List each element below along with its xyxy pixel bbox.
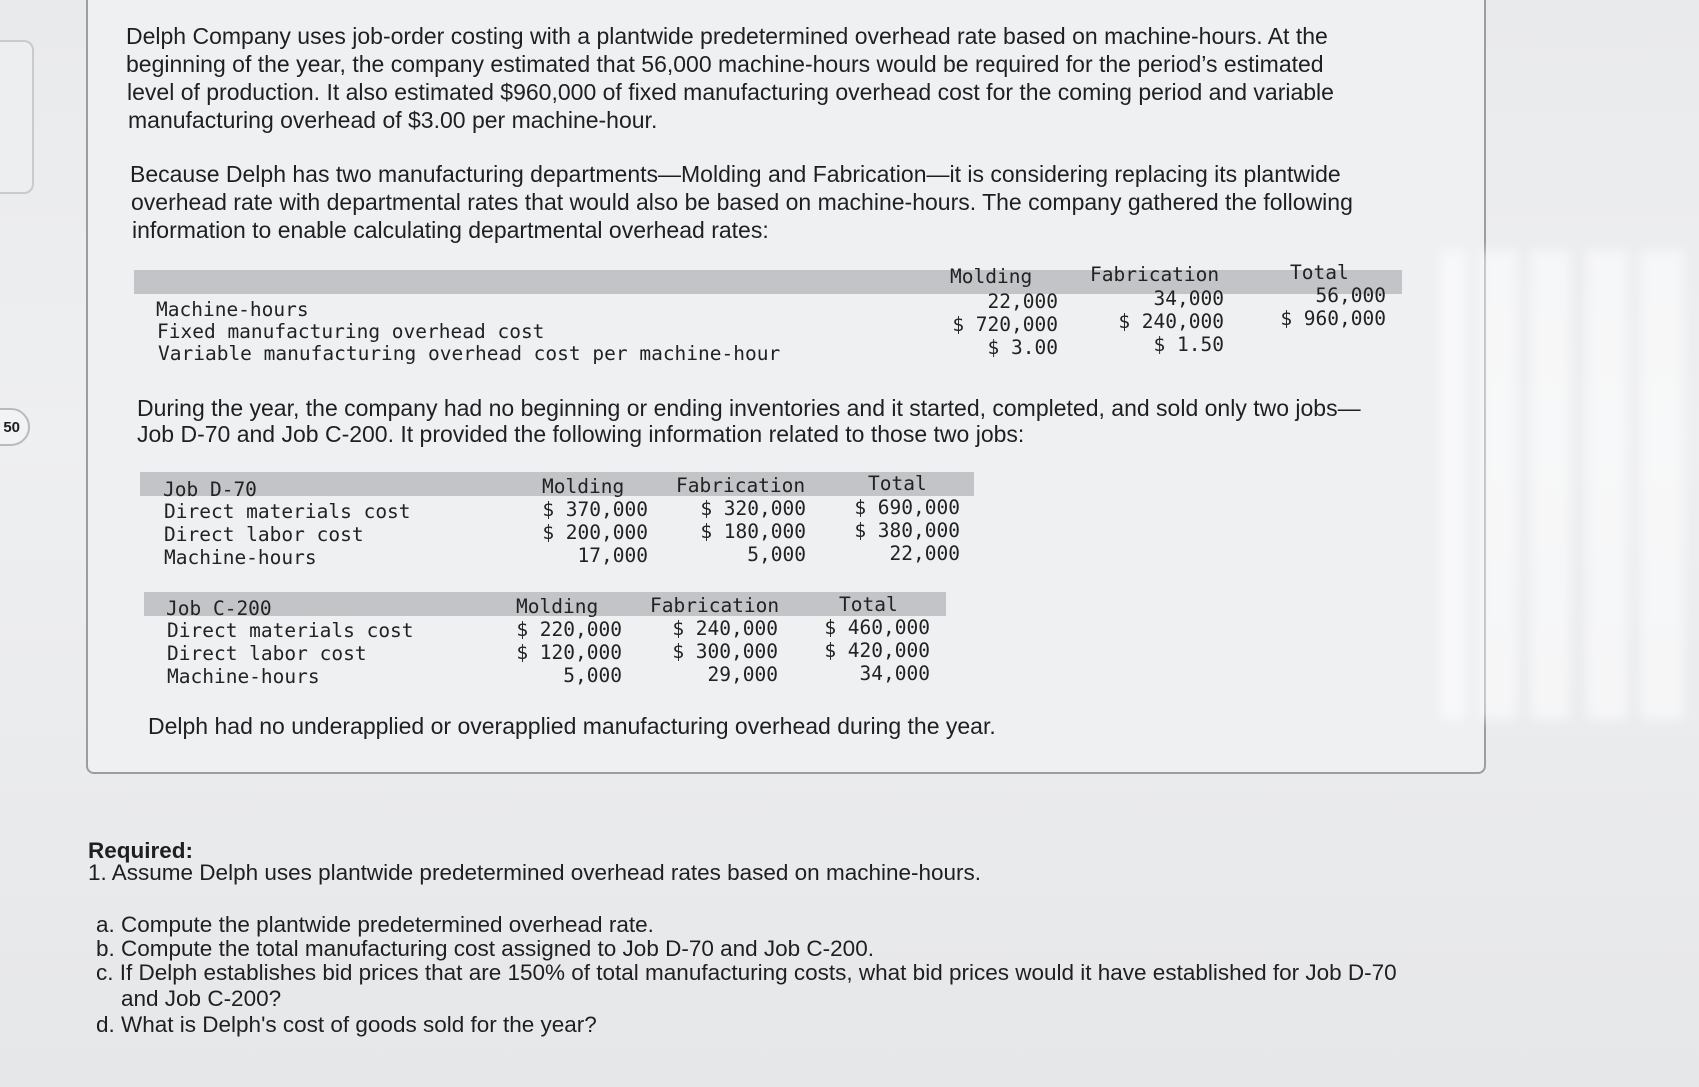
dept-fabrication-fixed-overhead: $ 240,000 — [1118, 310, 1224, 333]
glare-stripe — [1640, 250, 1684, 720]
para2-line-2: overhead rate with departmental rates that would also be based on machine-hours. The company gathered the following — [131, 189, 1353, 215]
required-heading: Required: — [88, 838, 194, 863]
job-c200-header-total: Total — [839, 593, 898, 616]
job-c200-total-materials: $ 460,000 — [824, 616, 930, 639]
job-c200-label-machine-hours: Machine-hours — [167, 665, 320, 688]
left-edge-tab — [0, 40, 34, 194]
job-c200-molding-machine-hours: 5,000 — [563, 664, 622, 687]
job-c200-fabrication-materials: $ 240,000 — [672, 617, 778, 640]
job-d70-title: Job D-70 — [163, 478, 257, 501]
dept-row-label-fixed-overhead: Fixed manufacturing overhead cost — [157, 320, 545, 343]
job-c200-label-materials: Direct materials cost — [167, 619, 414, 642]
required-item-d: d. What is Delph's cost of goods sold for the year? — [96, 1012, 597, 1037]
job-c200-total-labor: $ 420,000 — [824, 639, 930, 662]
job-c200-fabrication-machine-hours: 29,000 — [707, 663, 778, 686]
dept-molding-variable-rate: $ 3.00 — [987, 336, 1058, 359]
dept-row-label-machine-hours: Machine-hours — [156, 298, 309, 321]
job-d70-molding-materials: $ 370,000 — [542, 498, 648, 521]
job-d70-label-materials: Direct materials cost — [164, 500, 411, 523]
dept-fabrication-variable-rate: $ 1.50 — [1153, 333, 1224, 356]
intro-line-3: level of production. It also estimated $960,000 of fixed manufacturing overhead cost for the coming period and variable — [127, 79, 1334, 105]
para3-line-1: During the year, the company had no beginning or ending inventories and it started, completed, and sold only two jobs— — [137, 395, 1361, 421]
required-item-c-cont: and Job C-200? — [121, 986, 282, 1011]
job-c200-header-molding: Molding — [516, 595, 599, 618]
question-number: 50 — [3, 418, 20, 436]
para2-line-3: information to enable calculating departmental overhead rates: — [132, 217, 769, 243]
question-number-badge[interactable] — [0, 408, 30, 446]
glare-stripe — [1480, 250, 1518, 720]
required-item-1: 1. Assume Delph uses plantwide predetermined overhead rates based on machine-hours. — [88, 860, 982, 885]
job-d70-header-total: Total — [868, 472, 927, 495]
dept-molding-fixed-overhead: $ 720,000 — [952, 313, 1058, 336]
closing-statement: Delph had no underapplied or overapplied manufacturing overhead during the year. — [148, 713, 996, 739]
job-d70-total-labor: $ 380,000 — [854, 519, 960, 542]
job-c200-molding-labor: $ 120,000 — [516, 641, 622, 664]
dept-fabrication-machine-hours: 34,000 — [1153, 287, 1224, 310]
dept-header-fabrication: Fabrication — [1090, 263, 1220, 286]
job-c200-title: Job C-200 — [166, 597, 272, 620]
dept-total-machine-hours: 56,000 — [1315, 284, 1386, 307]
job-d70-label-labor: Direct labor cost — [164, 523, 364, 546]
intro-line-2: beginning of the year, the company estimated that 56,000 machine-hours would be required for the period’s estimated — [126, 51, 1324, 77]
glare-stripe — [1440, 250, 1466, 720]
job-d70-header-fabrication: Fabrication — [676, 474, 806, 497]
job-c200-header-fabrication: Fabrication — [650, 594, 780, 617]
dept-header-molding: Molding — [950, 265, 1033, 288]
job-c200-fabrication-labor: $ 300,000 — [672, 640, 778, 663]
job-c200-label-labor: Direct labor cost — [167, 642, 367, 665]
required-item-c: c. If Delph establishes bid prices that are 150% of total manufacturing costs, what bid prices would it have established for Job D-70 — [96, 960, 1397, 985]
para2-line-1: Because Delph has two manufacturing departments—Molding and Fabrication—it is considering replacing its plantwide — [130, 161, 1341, 187]
required-item-b: b. Compute the total manufacturing cost assigned to Job D-70 and Job C-200. — [96, 936, 874, 961]
dept-molding-machine-hours: 22,000 — [987, 290, 1058, 313]
intro-line-4: manufacturing overhead of $3.00 per machine-hour. — [128, 107, 658, 133]
dept-total-fixed-overhead: $ 960,000 — [1280, 307, 1386, 330]
para3-line-2: Job D-70 and Job C-200. It provided the following information related to those two jobs: — [137, 421, 1025, 447]
job-d70-fabrication-materials: $ 320,000 — [700, 497, 806, 520]
job-d70-fabrication-labor: $ 180,000 — [700, 520, 806, 543]
job-c200-molding-materials: $ 220,000 — [516, 618, 622, 641]
job-d70-molding-labor: $ 200,000 — [542, 521, 648, 544]
job-c200-total-machine-hours: 34,000 — [859, 662, 930, 685]
job-d70-molding-machine-hours: 17,000 — [577, 544, 648, 567]
job-d70-total-materials: $ 690,000 — [854, 496, 960, 519]
required-item-a: a. Compute the plantwide predetermined overhead rate. — [96, 912, 654, 937]
dept-header-total: Total — [1290, 261, 1349, 284]
glare-stripe — [1530, 250, 1570, 720]
job-d70-fabrication-machine-hours: 5,000 — [747, 543, 806, 566]
job-d70-total-machine-hours: 22,000 — [889, 542, 960, 565]
intro-line-1: Delph Company uses job-order costing with a plantwide predetermined overhead rate based on machine-hours. At the — [126, 23, 1328, 49]
job-d70-label-machine-hours: Machine-hours — [164, 546, 317, 569]
job-d70-header-molding: Molding — [542, 475, 625, 498]
glare-stripe — [1586, 250, 1628, 720]
dept-row-label-variable-overhead: Variable manufacturing overhead cost per machine-hour — [158, 342, 781, 365]
